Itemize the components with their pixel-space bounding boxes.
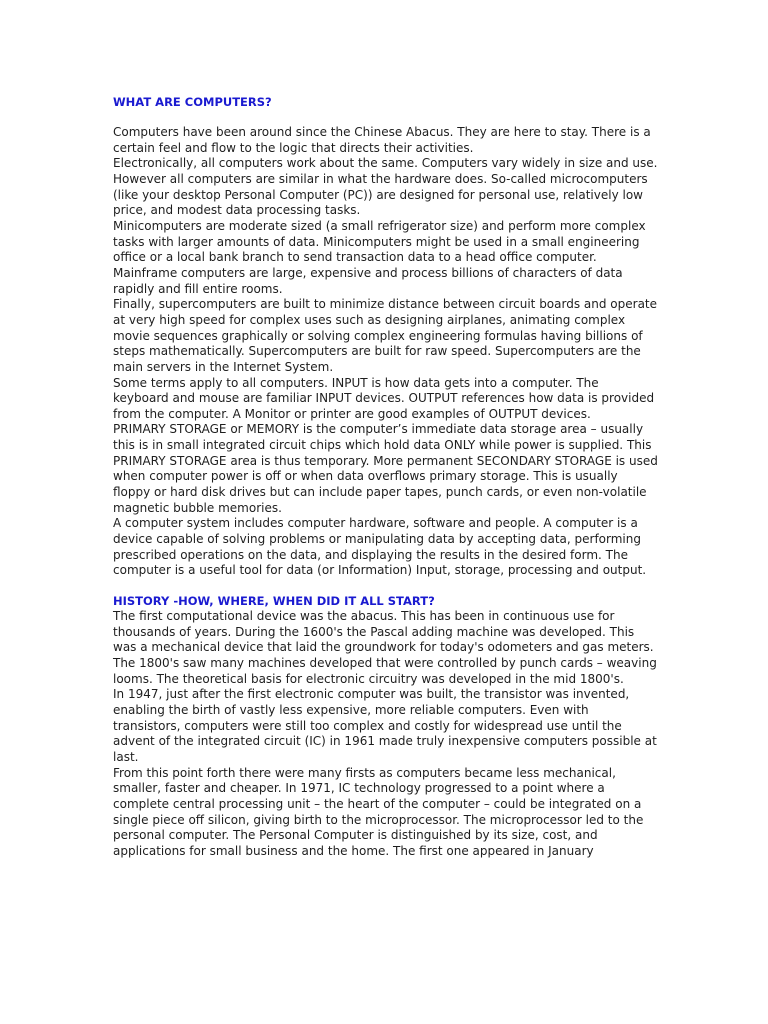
section-body-what-are-computers	[113, 125, 658, 579]
section-body-history	[113, 609, 658, 860]
paragraph: PRIMARY STORAGE or MEMORY is the computer’s immediate data storage area – usually this is in small integrated circuit chips which hold data ONLY while power is supplied. This PRIMARY STORAGE area is thus temporary. More permanent SECONDARY STORAGE is used when computer power is off or when data overflows primary storage. This is usually floppy or hard disk drives but can include paper tapes, punch cards, or even non-volatile magnetic bubble memories.	[113, 422, 658, 515]
paragraph: Minicomputers are moderate sized (a small refrigerator size) and perform more complex tasks with larger amounts of data. Minicomputers might be used in a small engineering office or a local bank branch to send transaction data to a head office computer.	[113, 218, 646, 265]
paragraph: Some terms apply to all computers. INPUT is how data gets into a computer. The keyboard and mouse are familiar INPUT devices. OUTPUT references how data is provided from the computer. A Monitor or printer are good examples of OUTPUT devices.	[113, 375, 655, 421]
paragraph: Electronically, all computers work about the same. Computers vary widely in size and use. However all computers are similar in what the hardware does. So-called microcomputers (like your desktop Personal Computer (PC)) are designed for personal use, relatively low price, and modest data processing tasks.	[113, 156, 658, 218]
paragraph: In 1947, just after the first electronic computer was built, the transistor was invented, enabling the birth of vastly less expensive, more reliable computers. Even with transistors, computers were still too complex and costly for widespread use until the advent of the integrated circuit (IC) in 1961 made truly inexpensive computers possible at last.	[113, 687, 657, 764]
paragraph: A computer system includes computer hardware, software and people. A computer is a device capable of solving problems or manipulating data by accepting data, performing prescribed operations on the data, and displaying the results in the desired form. The computer is a useful tool for data (or Information) Input, storage, processing and output.	[113, 516, 647, 578]
document-page	[113, 0, 658, 860]
paragraph: Finally, supercomputers are built to minimize distance between circuit boards and operate at very high speed for complex uses such as designing airplanes, animating complex movie sequences graphically or solving complex engineering formulas having billions of steps mathematically. Supercomputers are built for raw speed. Supercomputers are the main servers in the Internet System.	[113, 297, 658, 374]
paragraph: From this point forth there were many firsts as computers became less mechanical, smaller, faster and cheaper. In 1971, IC technology progressed to a point where a complete central processing unit – the heart of the computer – could be integrated on a single piece off silicon, giving birth to the microprocessor. The microprocessor led to the personal computer. The Personal Computer is distinguished by its size, cost, and applications for small business and the home. The first one appeared in January	[113, 765, 644, 858]
paragraph: Mainframe computers are large, expensive and process billions of characters of data rapidly and fill entire rooms.	[113, 265, 623, 296]
paragraph: The first computational device was the abacus. This has been in continuous use for thousands of years. During the 1600's the Pascal adding machine was developed. This was a mechanical device that laid the groundwork for today's odometers and gas meters. The 1800's saw many machines developed that were controlled by punch cards – weaving looms. The theoretical basis for electronic circuitry was developed in the mid 1800's.	[113, 609, 657, 686]
section-heading-history: HISTORY -HOW, WHERE, WHEN DID IT ALL START?	[113, 594, 435, 609]
paragraph: Computers have been around since the Chinese Abacus. They are here to stay. There is a certain feel and flow to the logic that directs their activities.	[113, 125, 651, 155]
section-heading-what-are-computers: WHAT ARE COMPUTERS?	[113, 95, 272, 109]
